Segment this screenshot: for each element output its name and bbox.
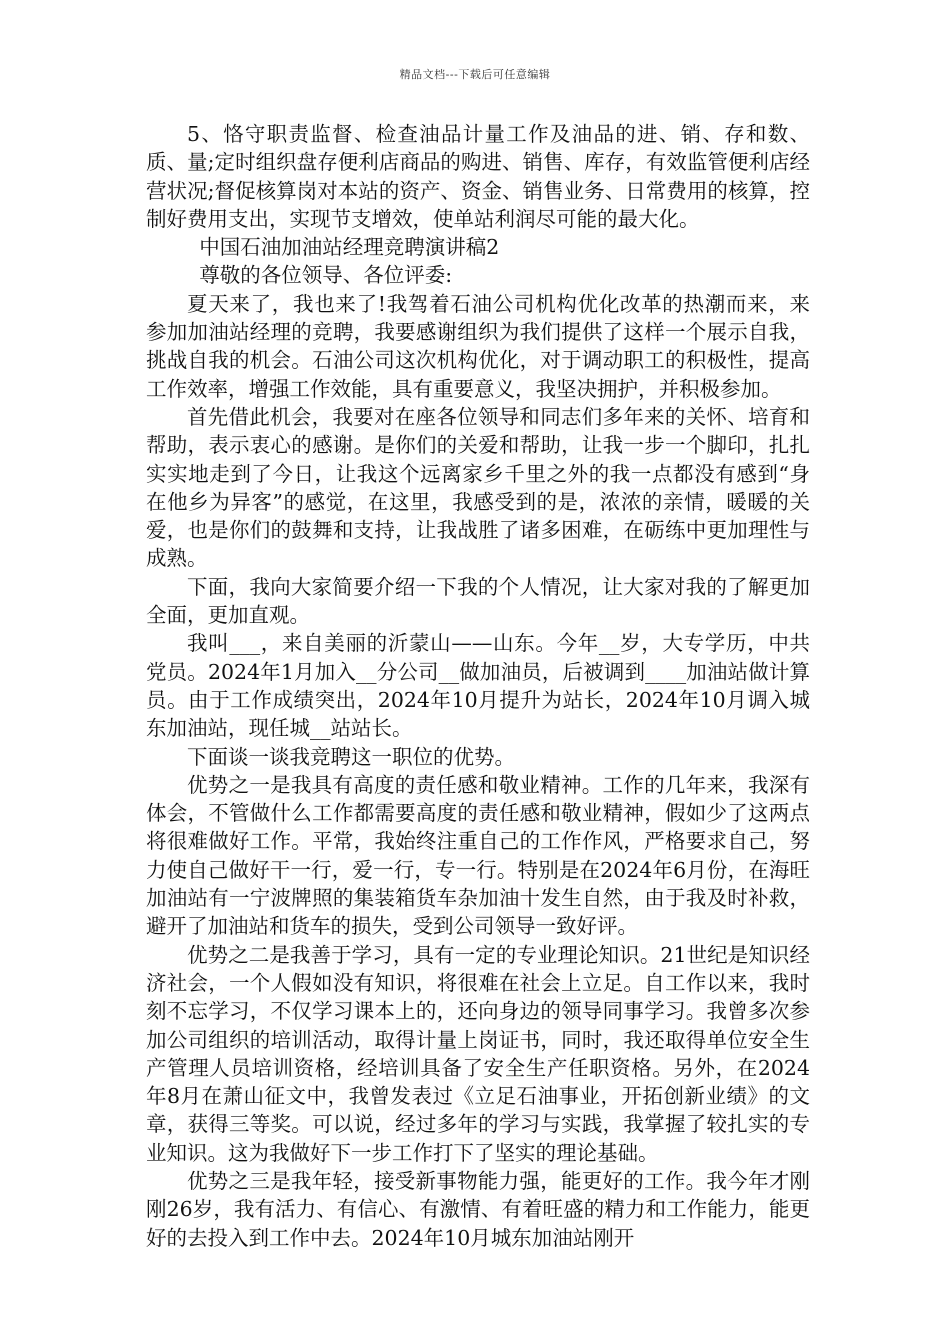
page-header: 精品文档---下载后可任意编辑 [399,68,551,81]
salutation: 尊敬的各位领导、各位评委: [199,263,453,288]
paragraph-self-intro: 我叫___，来自美丽的沂蒙山——山东。今年__岁，大专学历，中共党员。2024年1月加入__分公司__做加油员，后被调到____加油站做计算员。由于工作成绩突出，2024年10月提升为站长，2024年10月调入城东加油站，现任城__站站长。 [146,631,810,741]
document-body [146,120,810,1252]
paragraph-advantage-3: 优势之三是我年轻，接受新事物能力强，能更好的工作。我今年才刚刚26岁，我有活力、有信心、有激情、有着旺盛的精力和工作能力，能更好的去投入到工作中去。2024年10月城东加油站刚开 [146,1168,810,1250]
paragraph-thanks: 首先借此机会，我要对在座各位领导和同志们多年来的关怀、培育和帮助，表示衷心的感谢。是你们的关爱和帮助，让我一步一个脚印，扎扎实实地走到了今日，让我这个远离家乡千里之外的我一点都没有感到“身在他乡为异客”的感觉，在这里，我感受到的是，浓浓的亲情，暖暖的关爱，也是你们的鼓舞和支持，让我战胜了诸多困难，在砺练中更加理性与成熟。 [146,404,810,571]
speech-title: 中国石油加油站经理竞聘演讲稿2 [199,235,500,260]
paragraph-intro: 夏天来了，我也来了!我驾着石油公司机构优化改革的热潮而来，来参加加油站经理的竞聘，我要感谢组织为我们提供了这样一个展示自我，挑战自我的机会。石油公司这次机构优化，对于调动职工的积极性，提高工作效率，增强工作效能，具有重要意义，我坚决拥护，并积极参加。 [146,291,810,401]
paragraph-duty-5: 5、恪守职责监督、检查油品计量工作及油品的进、销、存和数、质、量;定时组织盘存便利店商品的购进、销售、库存，有效监管便利店经营状况;督促核算岗对本站的资产、资金、销售业务、日常费用的核算，控制好费用支出，实现节支增效，使单站利润尽可能的最大化。 [146,122,810,231]
paragraph-advantages-lead: 下面谈一谈我竞聘这一职位的优势。 [187,744,515,769]
paragraph-advantage-1: 优势之一是我具有高度的责任感和敬业精神。工作的几年来，我深有体会，不管做什么工作都需要高度的责任感和敬业精神，假如少了这两点将很难做好工作。平常，我始终注重自己的工作作风，严格要求自己，努力使自己做好干一行，爱一行，专一行。特别是在2024年6月份，在海旺加油站有一宁波牌照的集装箱货车杂加油十发生自然，由于我及时补救，避开了加油站和货车的损失，受到公司领导一致好评。 [146,772,810,939]
paragraph-self-intro-lead: 下面，我向大家简要介绍一下我的个人情况，让大家对我的了解更加全面，更加直观。 [146,574,810,628]
paragraph-advantage-2: 优势之二是我善于学习，具有一定的专业理论知识。21世纪是知识经济社会，一个人假如没有知识，将很难在社会上立足。自工作以来，我时刻不忘学习，不仅学习课本上的，还向身边的领导同事学习。我曾多次参加公司组织的培训活动，取得计量上岗证书，同时，我还取得单位安全生产管理人员培训资格，经培训具备了安全生产任职资格。另外，在2024年8月在萧山征文中，我曾发表过《立足石油事业，开拓创新业绩》的文章，获得三等奖。可以说，经过多年的学习与实践，我掌握了较扎实的专业知识。这为我做好下一步工作打下了坚实的理论基础。 [146,942,810,1165]
